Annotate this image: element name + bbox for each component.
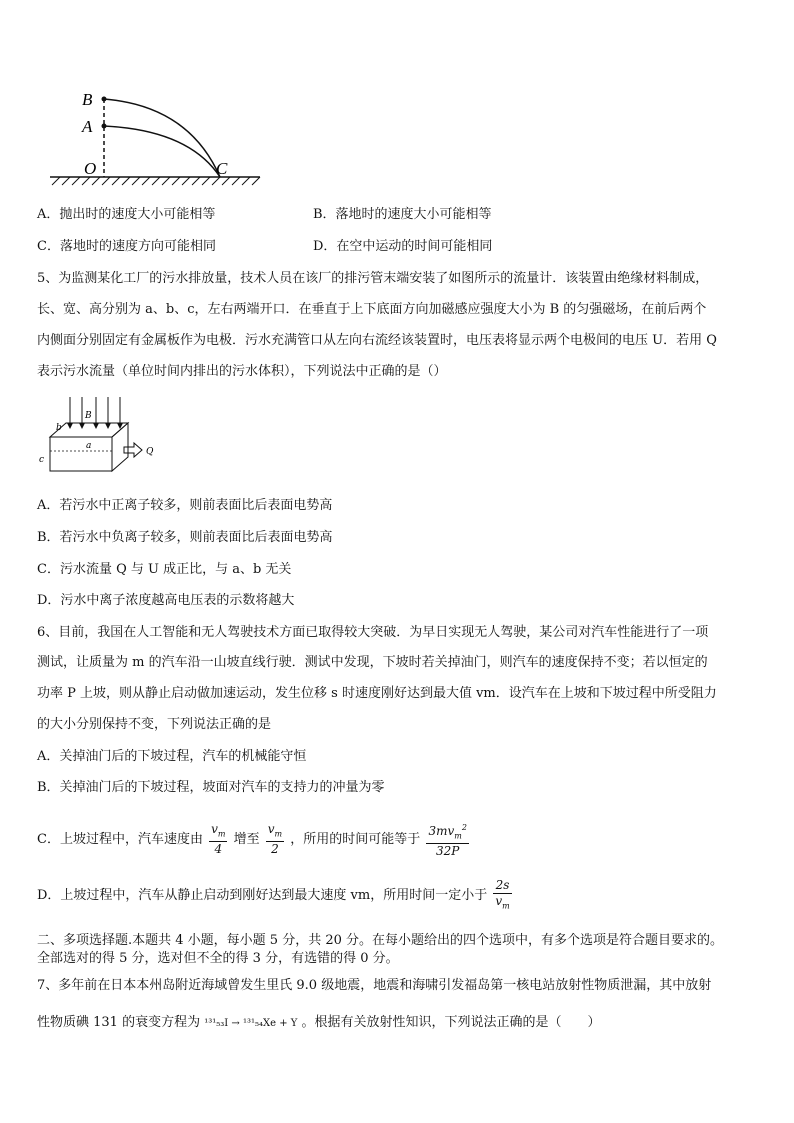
- q5-line-4: 表示污水流量（单位时间内排出的污水体积），下列说法中正确的是（）: [37, 364, 447, 379]
- q6-line-3: 功率 P 上坡，则从静止启动做加速运动，发生位移 s 时速度刚好达到最大值 vm．设汽车在上坡和下坡过程中所受阻力: [37, 686, 717, 701]
- q6-option-b: B．关掉油门后的下坡过程，坡面对汽车的支持力的冲量为零: [37, 780, 385, 795]
- q5-line-1: 5、为监测某化工厂的污水排放量，技术人员在该厂的排污管末端安装了如图所示的流量计．该装置由绝缘材料制成，: [37, 271, 709, 286]
- label-c-height: c: [39, 455, 45, 465]
- q6-option-d: [37, 878, 514, 914]
- section2-line-2: 全部选对的得 5 分，选对但不全的得 3 分，有选错的得 0 分。: [37, 951, 399, 966]
- q6-line-4: 的大小分别保持不变，下列说法正确的是: [37, 717, 272, 732]
- q5-line-3: 内侧面分别固定有金属板作为电极．污水充满管口从左向右流经该装置时，电压表将显示两个电极间的电压 U．若用 Q: [37, 333, 717, 348]
- q6-option-c-post: ，所用的时间可能等于: [290, 832, 421, 848]
- q6-option-a: A．关掉油门后的下坡过程，汽车的机械能守恒: [37, 749, 307, 764]
- q6-line-2: 测试，让质量为 m 的汽车沿一山坡直线行驶．测试中发现，下坡时若关掉油门，则汽车的速度保持不变；若以恒定的: [37, 655, 708, 670]
- q5-option-d: D．污水中离子浓度越高电压表的示数将越大: [37, 593, 295, 608]
- label-c: C: [216, 159, 228, 178]
- fraction-2s-over-vm: $\frac{2s}{v_m}$: [495, 878, 510, 911]
- fraction-vm-over-2: $\frac{v_m}{2}$: [267, 822, 283, 857]
- box-front-face: [50, 437, 112, 471]
- trajectory-a: [104, 126, 220, 177]
- q6-option-c-pre: C．上坡过程中，汽车速度由: [37, 832, 203, 848]
- q7-line-2: [37, 1014, 601, 1033]
- q7-line-1: 7、多年前在日本本州岛附近海域曾发生里氏 9.0 级地震，地震和海啸引发福岛第一核电站放射性物质泄漏，其中放射: [37, 978, 712, 993]
- q4-option-b: B．落地时的速度大小可能相等: [313, 207, 492, 222]
- ground-hatching: [52, 177, 260, 185]
- q6-line-1: 6、目前，我国在人工智能和无人驾驶技术方面已取得较大突破．为早日实现无人驾驶，某公司对汽车性能进行了一项: [37, 625, 709, 640]
- q5-line-2: 长、宽、高分别为 a、b、c，左右两端开口．在垂直于上下底面方向加磁感应强度大小为 B 的匀强磁场，在前后两个: [37, 302, 707, 317]
- q7-line-2-pre: 性物质碘 131 的衰变方程为: [37, 1015, 201, 1030]
- trajectory-b: [104, 99, 220, 177]
- section2-line-1: 二、多项选择题.本题共 4 小题，每小题 5 分，共 20 分。在每小题给出的四个选项中，有多个选项是符合题目要求的。: [37, 933, 724, 948]
- q4-option-c: C．落地时的速度方向可能相同: [37, 239, 216, 254]
- fraction-vm-over-4: $\frac{v_m}{4}$: [211, 822, 226, 857]
- point-a: [102, 124, 107, 129]
- q5-option-c: C．污水流量 Q 与 U 成正比，与 a、b 无关: [37, 562, 292, 577]
- fraction-3mvm2-over-32p: $\frac{3mv_m^2}{32P}$: [426, 820, 468, 859]
- label-b-width: b: [56, 423, 62, 433]
- label-o: O: [84, 159, 97, 178]
- label-q: Q: [146, 447, 154, 457]
- q6-option-c-mid: 增至: [233, 832, 260, 848]
- point-b: [102, 97, 107, 102]
- q5-option-a: A．若污水中正离子较多，则前表面比后表面电势高: [37, 498, 333, 513]
- flow-arrow: [124, 443, 142, 457]
- label-b: B: [82, 90, 93, 109]
- q4-option-d: D．在空中运动的时间可能相同: [313, 239, 493, 254]
- q6-option-c: [37, 820, 471, 859]
- label-a-length: a: [86, 441, 92, 451]
- decay-equation: ¹³¹₅₃I → ¹³¹₅₄Xe + Y: [204, 1018, 298, 1029]
- q6-option-d-pre: D．上坡过程中，汽车从静止启动到刚好达到最大速度 vm，所用时间一定小于: [37, 888, 488, 904]
- label-b-field: B: [85, 411, 92, 421]
- label-a: A: [82, 117, 93, 136]
- flowmeter-figure: [36, 393, 166, 483]
- q4-option-a: A．抛出时的速度大小可能相等: [37, 207, 216, 222]
- q7-line-2-post: 。根据有关放射性知识，下列说法正确的是（ ）: [301, 1015, 601, 1030]
- q5-option-b: B．若污水中负离子较多，则前表面比后表面电势高: [37, 530, 333, 545]
- projectile-figure: [44, 84, 266, 194]
